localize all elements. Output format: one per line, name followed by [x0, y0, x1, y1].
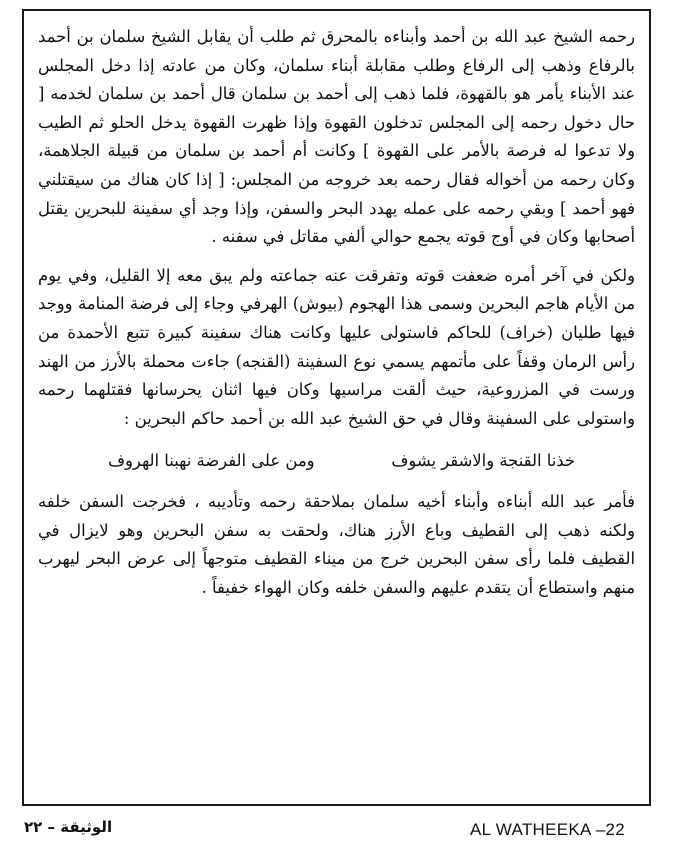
footer-journal-name-arabic: الوثيقة – ٢٢ — [24, 818, 113, 836]
paragraph-2: ولكن في آخر أمره ضعفت قوته وتفرقت عنه جماعته ولم يبق معه إلا القليل، وفي يوم من الأيام هاجم البحرين وسمى هذا الهجوم (بيوش) الهرفي وجاء إلى فرضة المنامة ووجد فيها طليان (خراف) للحاكم فاستولى عليها وكانت هناك سفينة كبيرة تتبع الأحمدة من رأس الرمان وقفاً على مأتمهم يسمي نوع السفينة (القنجه) جاءت محملة بالأرز من الهند ورست في المزروعية، حيث ألقت مراسيها وكان فيها اثنان يحرسانها فقتلهما رحمه واستولى على السفينة وقال في حق الشيخ عبد الله بن أحمد حاكم البحرين : — [38, 265, 635, 428]
paragraph-1: رحمه الشيخ عبد الله بن أحمد وأبناءه بالمحرق ثم طلب أن يقابل الشيخ سلمان بن أحمد بالرفاع وذهب إلى الرفاع وطلب مقابلة أبناء سلمان، وكان من عادته إذا دخل المجلس عند الأبناء يأمر هو بالقهوة، فلما ذهب إلى أحمد بن سلمان قال أحمد بن سلمان لخدمه [ حال دخول رحمه إلى المجلس تدخلون القهوة وإذا ظهرت القهوة يدخل الحلو ثم الطيب ولا تدعوا له فرصة بالأمر على القهوة ] وكانت أم أحمد بن سلمان من قبيلة الجلاهمة، وكان رحمه من أخواله فقال رحمه بعد خروجه من المجلس: [ إذا كان هناك من سيقتلني فهو أحمد ] وبقي رحمه على عمله يهدد البحر والسفن، وإذا وجد أي سفينة للبحرين يقتل أصحابها وكان في أوج قوته يجمع حوالي ألفي مقاتل في سفنه . — [38, 27, 635, 247]
paragraph-3: فأمر عبد الله أبناءه وأبناء أخيه سلمان بملاحقة رحمه وتأديبه ، فخرجت السفن خلفه ولكنه ذهب إلى القطيف وباع الأرز هناك، ولحقت به سفن البحرين وهو لايزال في القطيف فلما رأى سفن البحرين خرج من ميناء القطيف متوجهاً إلى عرض البحر ليهرب منهم واستطاع أن يتقدم عليهم والسفن خلفه وكان الهواء خفيفاً . — [38, 491, 635, 597]
footer-journal-name-latin: AL WATHEEKA –22 — [470, 820, 626, 839]
poem-first-hemistich: خذنا القنجة والاشقر يشوف — [391, 451, 575, 471]
poem-second-hemistich: ومن على الفرضة نهبنا الهروف — [108, 451, 315, 471]
poem-verse — [38, 447, 635, 476]
page-frame — [22, 9, 651, 806]
article-body — [38, 23, 635, 602]
